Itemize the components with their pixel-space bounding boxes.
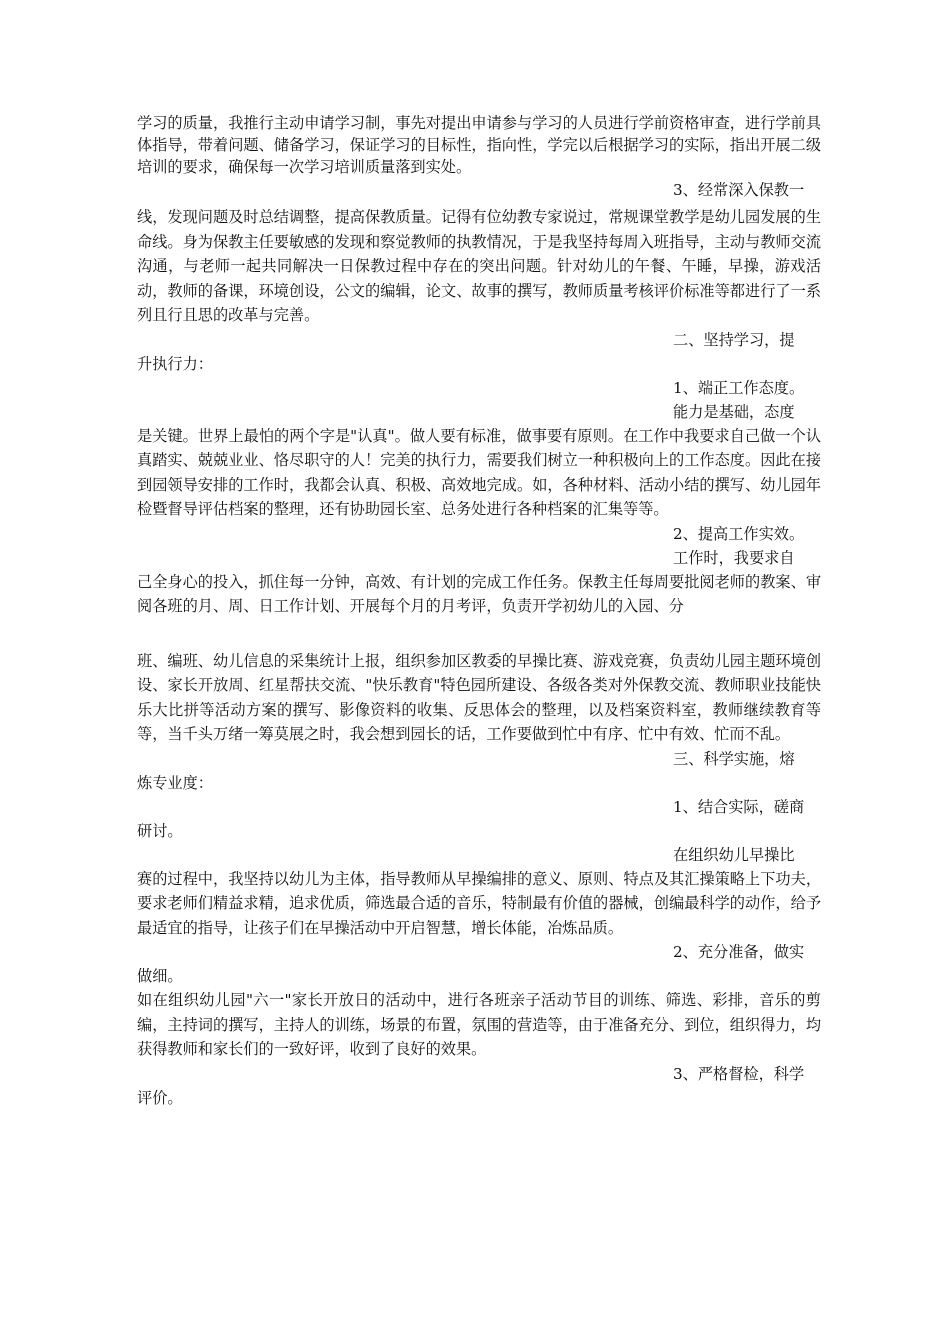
heading-section-3-cont: 炼专业度： [137, 773, 213, 792]
heading-3-evaluation-cont: 评价。 [137, 1088, 183, 1107]
paragraph-efficiency: 己全身心的投入，抓住每一分钟，高效、有计划的完成工作任务。保教主任每周要批阅老师的教案、审阅各班的月、周、日工作计划、开展每个月的月考评，负责开学初幼儿的入园、分 [137, 572, 821, 615]
heading-ability: 能力是基础，态度 [673, 402, 795, 421]
paragraph-study-quality: 学习的质量，我推行主动申请学习制，事先对提出申请参与学习的人员进行学前资格审查，进行学前具体指导，带着问题、储备学习，保证学习的目标性，指向性，学完以后根据学习的实际，指出开展二级培训的要求，确保每一次学习培训质量落到实处。 [137, 114, 821, 176]
heading-1-attitude: 1、端正工作态度。 [673, 378, 805, 397]
heading-section-2: 二、坚持学习，提 [673, 330, 795, 349]
paragraph-morning-exercise: 赛的过程中，我坚持以幼儿为主体，指导教师从早操编排的意义、原则、特点及其汇操策略上下功夫，要求老师们精益求精，追求优质，筛选最合适的音乐，特制最有价值的器械，创编最科学的动作，给予最适宜的指导，让孩子们在早操活动中开启智慧，增长体能，冶炼品质。 [137, 869, 821, 937]
heading-1-practice: 1、结合实际，磋商 [673, 797, 805, 816]
heading-section-3: 三、科学实施，熔 [673, 749, 795, 768]
paragraph-open-day: 如在组织幼儿园"六一"家长开放日的活动中，进行各班亲子活动节目的训练、筛选、彩排，音乐的剪编，主持词的撰写，主持人的训练，场景的布置，氛围的营造等，由于准备充分、到位，组织得力，均获得教师和家长们的一致好评，收到了良好的效果。 [137, 991, 821, 1058]
paragraph-class-info: 班、编班、幼儿信息的采集统计上报，组织参加区教委的早操比赛、游戏竞赛，负责幼儿园主题环境创设、家长开放周、红星帮扶交流、"快乐教育"特色园所建设、各级各类对外保教交流、教师职业技能快乐大比拼等活动方案的撰写、影像资料的收集、反思体会的整理，以及档案资料室，教师继续教育等等，当千头万绪一筹莫展之时，我会想到园长的话，工作要做到忙中有序、忙中有效、忙而不乱。 [137, 651, 821, 743]
heading-work-time: 工作时，我要求自 [673, 548, 795, 567]
heading-2-efficiency: 2、提高工作实效。 [673, 524, 805, 543]
heading-3-deep-frontline: 3、经常深入保教一 [673, 181, 805, 199]
heading-1-practice-cont: 研讨。 [137, 821, 183, 840]
heading-3-evaluation: 3、严格督检，科学 [673, 1064, 805, 1083]
document-body [137, 112, 821, 1110]
heading-2-preparation: 2、充分准备，做实 [673, 943, 805, 961]
heading-section-2-cont: 升执行力： [137, 354, 213, 373]
paragraph-frontline: 线，发现问题及时总结调整，提高保教质量。记得有位幼教专家说过，常规课堂教学是幼儿园发展的生命线。身为保教主任要敏感的发现和察觉教师的执教情况，于是我坚持每周入班指导，主动与教师交流沟通，与老师一起共同解决一日保教过程中存在的突出问题。针对幼儿的午餐、午睡，早操，游戏活动，教师的备课，环境创设，公文的编辑，论文、故事的撰写，教师质量考核评价标准等都进行了一系列且行且思的改革与完善。 [137, 208, 821, 324]
heading-morning-exercise: 在组织幼儿早操比 [673, 845, 795, 864]
page-gap [137, 619, 821, 649]
heading-2-preparation-cont: 做细。 [137, 967, 183, 985]
paragraph-attitude: 是关键。世界上最怕的两个字是"认真"。做人要有标准，做事要有原则。在工作中我要求自己做一个认真踏实、兢兢业业、恪尽职守的人！完美的执行力，需要我们树立一种积极向上的工作态度。因此在接到园领导安排的工作时，我都会认真、积极、高效地完成。如，各种材料、活动小结的撰写、幼儿园年检暨督导评估档案的整理，还有协助园长室、总务处进行各种档案的汇集等等。 [137, 426, 821, 518]
